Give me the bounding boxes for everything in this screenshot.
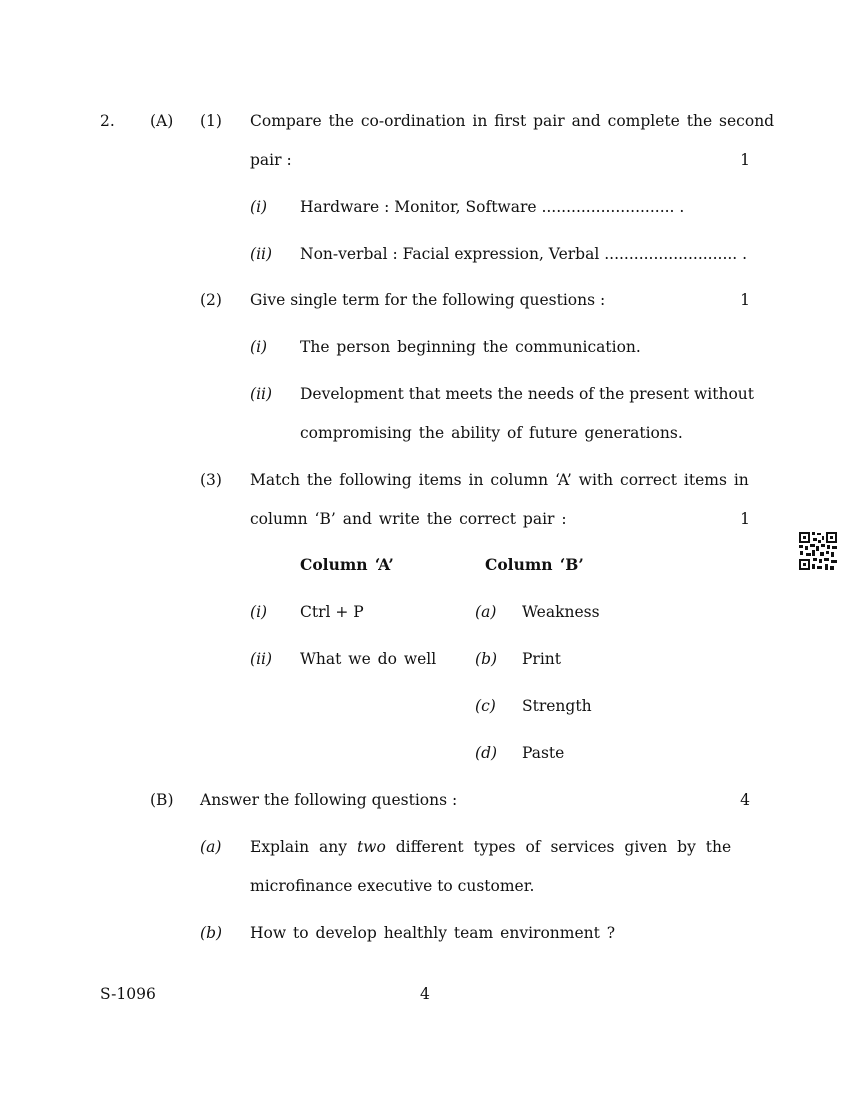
col-b-item-d-label: (d) (475, 744, 498, 762)
q1-item-i-label: (i) (250, 198, 268, 216)
col-b-item-a-text: Weakness (522, 603, 600, 621)
q2-item-i-text: The person beginning the communication. (300, 338, 641, 356)
q3-label: (3) (200, 471, 222, 489)
part-b-item-a-label: (a) (200, 838, 222, 856)
part-b-label: (B) (150, 791, 174, 809)
col-b-item-a-label: (a) (475, 603, 497, 621)
col-b-item-c-label: (c) (475, 697, 496, 715)
col-b-item-b-text: Print (522, 650, 562, 668)
q2-item-ii-text-line2: compromising the ability of future generations. (300, 424, 683, 442)
part-b-item-b-text: How to develop healthly team environment ? (250, 924, 616, 942)
q2-marks: 1 (740, 291, 750, 309)
part-a-label: (A) (150, 112, 174, 130)
q2-label: (2) (200, 291, 222, 309)
footer-page-number: 4 (420, 985, 430, 1003)
col-a-item-i-label: (i) (250, 603, 268, 621)
q3-text-line2: column ‘B’ and write the correct pair : (250, 510, 567, 528)
question-number: 2. (100, 112, 115, 130)
column-b-header: Column ‘B’ (485, 555, 584, 574)
q3-text-line1: Match the following items in column ‘A’ with correct items in (250, 471, 749, 489)
q1-item-ii-label: (ii) (250, 245, 273, 263)
q1-text-line2: pair : (250, 151, 292, 169)
q3-marks: 1 (740, 510, 750, 528)
part-b-item-b-label: (b) (200, 924, 223, 942)
q1-item-ii-text: Non-verbal : Facial expression, Verbal ........................... . (300, 245, 748, 263)
q1-label: (1) (200, 112, 222, 130)
column-a-header: Column ‘A’ (300, 555, 394, 574)
col-a-item-i-text: Ctrl + P (300, 603, 364, 621)
part-b-text: Answer the following questions : (200, 791, 458, 809)
footer-code: S-1096 (100, 985, 156, 1003)
q2-item-i-label: (i) (250, 338, 268, 356)
q1-marks: 1 (740, 151, 750, 169)
col-b-item-b-label: (b) (475, 650, 498, 668)
part-b-marks: 4 (740, 791, 750, 809)
q2-text: Give single term for the following questions : (250, 291, 606, 309)
q1-item-i-text: Hardware : Monitor, Software ........................... . (300, 198, 685, 216)
part-b-item-a-text-line2: microfinance executive to customer. (250, 877, 535, 895)
q2-item-ii-text-line1: Development that meets the needs of the present without (300, 385, 755, 403)
col-a-item-ii-text: What we do well (300, 650, 437, 668)
q1-text-line1: Compare the co-ordination in first pair and complete the second (250, 112, 775, 130)
part-b-item-a-text-line1: Explain any two different types of services given by the (250, 838, 732, 856)
q2-item-ii-label: (ii) (250, 385, 273, 403)
col-b-item-d-text: Paste (522, 744, 565, 762)
col-b-item-c-text: Strength (522, 697, 592, 715)
qr-code-icon (798, 531, 838, 571)
col-a-item-ii-label: (ii) (250, 650, 273, 668)
